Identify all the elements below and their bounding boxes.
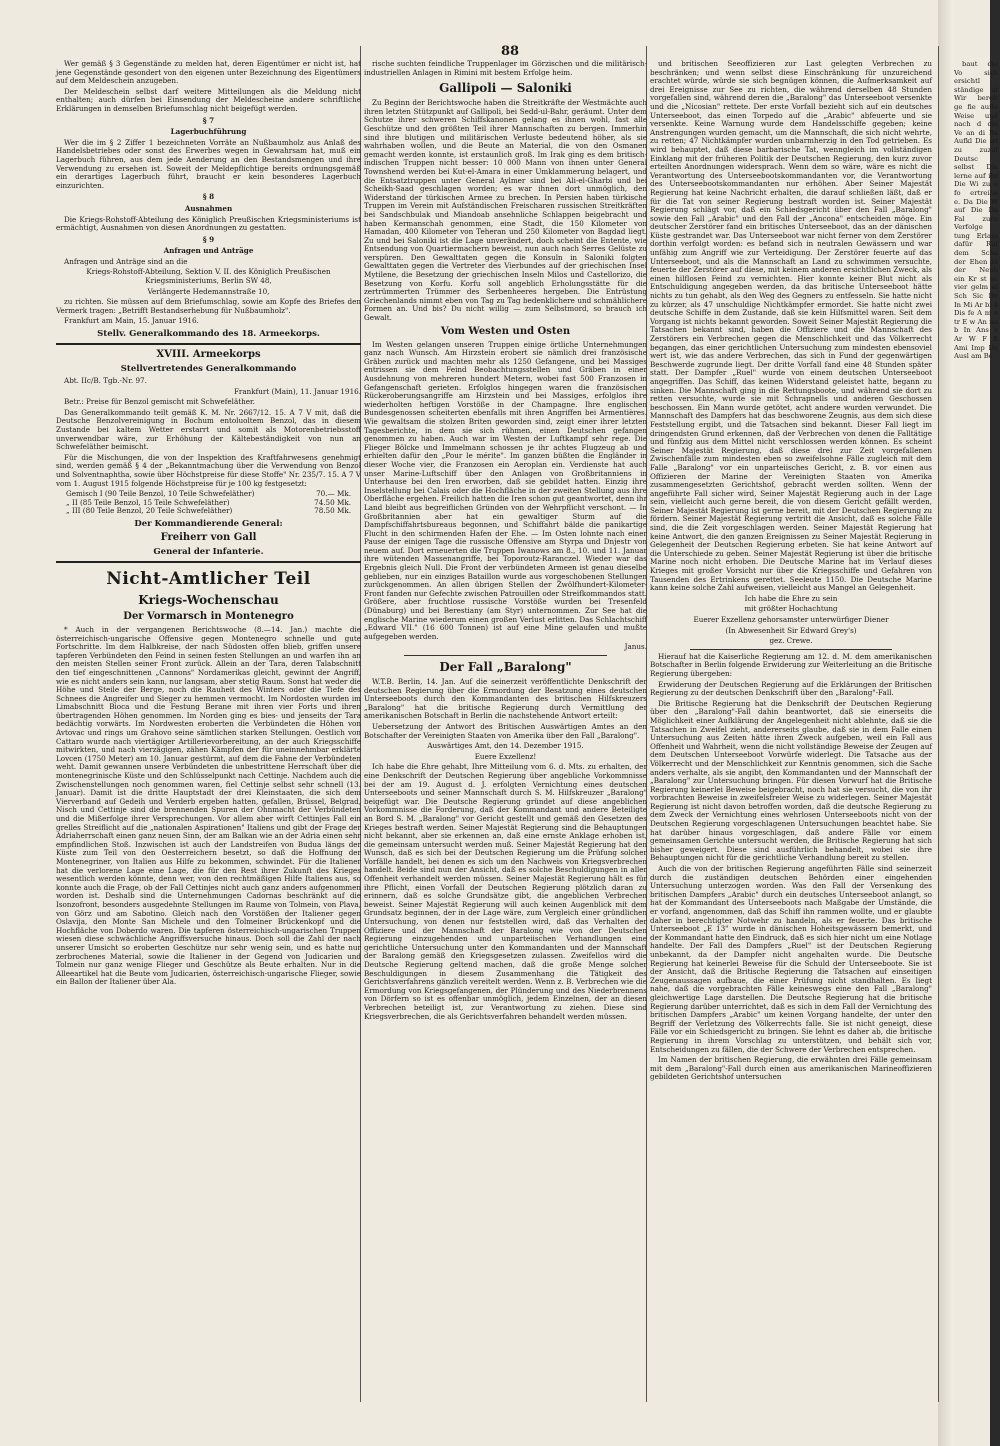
article-heading: Kriegs-Wochenschau bbox=[138, 592, 279, 607]
article-subheading: Gallipoli — Saloniki bbox=[439, 81, 572, 96]
article-subheading: Vom Westen und Osten bbox=[440, 325, 571, 337]
command-heading: Stellvertretendes Generalkommando bbox=[120, 364, 297, 375]
column-1 bbox=[56, 60, 361, 989]
section-title: Ausnahmen bbox=[184, 203, 233, 213]
divider bbox=[404, 655, 607, 656]
paragraph: W.T.B. Berlin, 14. Jan. Auf die seinerzeit veröffentlichte Denkschrift der deutschen Regierung über die Ermordung der Besatzung eines deutschen Unterseeboots durch den Kommandanten des britischen Hilfskreuzers „Baralong" hat die britische Regierung durch Vermittlung der amerikanischen Botschaft in Berlin die nachstehende Antwort erteilt: bbox=[364, 677, 647, 721]
general-rank: General der Infanterie. bbox=[153, 546, 264, 557]
paragraph: baut die Vo sich ersichtl ständige uf Wir bereit ge fie auffe Weise und nach d die Ve an di Ba Aufkl Die ist zu zuzuf Deutsc selbst Die lerne auf ihr Die Wi zu e fo ertreibe e. Da Die W auf Die Da Fal zuru Verfolge tung Erlass dafür Ruf dem Scha der Ehen in der Neub ein Kr st so vier gelm al Sch Sic De In Mi Ar bi 4 Dis fe A m e tr E w An nu b In Ans v Ar W F fi Ami Imp De Ausl am Be bbox=[954, 60, 998, 361]
price-row: „ II (85 Teile Benzol, 15 Teile Schwefeläther) 74.50 Mk. bbox=[66, 497, 351, 507]
price-row: „ III (80 Teile Benzol, 20 Teile Schwefeläther) 78.50 Mk. bbox=[66, 506, 351, 516]
article-subheading: Der Vormarsch in Montenegro bbox=[123, 610, 294, 622]
section-number: § 8 bbox=[202, 192, 215, 202]
column-2 bbox=[364, 60, 647, 1023]
price-row: Gemisch I (90 Teile Benzol, 10 Teile Schwefeläther) 70.— Mk. bbox=[66, 489, 351, 499]
paragraph: Im Namen der britischen Regierung, die erwähnten drei Fälle gemeinsam mit dem „Baralong"-Fall durch einen aus amerikanischen Marineoffizieren gebildeten Gerichtshof untersuchen bbox=[650, 1055, 932, 1082]
dateline: Frankfurt am Main, 15. Januar 1916. bbox=[64, 316, 199, 326]
paragraph: Uebersetzung der Antwort des Britischen Auswärtigen Amtes an den Botschafter der Vereinigten Staaten von Amerika über den Fall „Baralong". bbox=[364, 721, 647, 740]
paragraph: Die Kriegs-Rohstoff-Abteilung des Königlich Preußischen Kriegsministeriums ist ermächtigt, Ausnahmen von diesen Anordnungen zu gestatten. bbox=[56, 214, 361, 233]
section-title: Lagerbuchführung bbox=[170, 127, 247, 137]
price-list bbox=[56, 490, 361, 516]
paragraph: zu richten. Sie müssen auf dem Briefumschlag, sowie am Kopfe des Briefes den Vermerk tragen: „Betrifft Bestandserhebung für Nußbaumholz". bbox=[56, 297, 361, 315]
paragraph: Erwiderung der Deutschen Regierung auf die Erklärungen der Britischen Regierung zu der deutschen Denkschrift über den „Baralong"-Fall. bbox=[650, 679, 932, 698]
paragraph: Der Meldeschein selbst darf weitere Mitteilungen als die Meldung nicht enthalten; auch dürfen bei Einsendung der Meldescheine andere schriftliche Erklärungen in demselben Briefumschlag nicht beigefügt werden. bbox=[56, 86, 361, 113]
address-line: Kriegs-Rohstoff-Abteilung, Sektion V. II. des Königlich Preußischen Kriegsministeriums, Berlin SW 48, bbox=[86, 267, 331, 286]
letter-salutation: Euere Exzellenz! bbox=[474, 751, 537, 761]
paragraph: * Auch in der vergangenen Berichtswoche (8.—14. Jan.) machte die österreichisch-ungarische Offensive gegen Montenegro schnelle und gute Fortschritte. Im dem Halbkreise, der nach Südosten offen blieb, griffen unsere tapferen Verbündeten den Feind in seinen festen Stellungen an und warfen ihn an den meisten Stellen seiner Front zurück. Allein an der Tara, deren Talabschnitt den tief eingeschnittenen „Cannons" Nordamerikas gleicht, gewinnt der Angriff, wie es nicht anders sein kann, nur langsam, aber stetig Raum. Sonst hat weder die Höhe und Steile der Berge, noch die Rauheit des Winters oder die Tiefe des Schnees die Angreifer und Sieger zu hemmen vermocht. Im Nordosten wurden im Limabschnitt Bioca und die Festung Berane mit ihren vier Forts und ihren übertragenden Höhen genommen. Im Norden ging es bies- und jenseits der Tara bedächtig vorwärts. Im Nordwesten eroberten die Verbündeten die Höhen von Avtovac und rings um Grahovo seine sämtlichen starken Stellungen. Oestlich von Cattaro wurde nach viertägiger Artillerievorbereitung, an der auch Kriegsschiffe mitwirkten, und nach vierzägigen, zähen Kämpfen der für uneinnehmbar erklärte Lovcen (1750 Meter) am 10. Januar gestürmt, auf dem die Fahne der Verbündeten weht. Damit gewannen unsere Verbündeten die unbestrittene Herrschaft über die montenegrinische Küste und den Schlüsselpunkt nach Cettinje. Nachdem auch die Zwischenstellungen noch genommen waren, fiel Cettinje selbst sehr schnell (13. Januar). Damit ist die dritte Hauptstadt der drei Kleinstaaten, die sich dem Vierverband auf Gedeih und Verderb ergeben hatten, gefallen, Brüssel, Belgrad, Nisch und Cettinje sind die brennenden Spuren der Ohnmacht der Verbündeten und die Mißerfolge ihrer Versprechungen. Vor allem aber wirft Cettinjes Fall ein grelles Streiflicht auf die „nationalen Aspirationen" Italiens und gibt der Frage der Adriaherrschaft einen ganz neuen Sinn, der am Balkan wie an der Adria einen sehr empfindlichen Stoß. Inzwischen ist auch der Landstreifen von Budua längs der Küste zum Teil von den Oesterreichern besetzt, so daß die Hoffnung der Montenegriner, von Italien aus Hilfe zu bekommen, schwindet. Für die Italiener hat die verlorene Lage eine Lage, die für den Rest ihrer Zukunft des Krieges wesentlich werden könnte, denn wer, von den rechtmäßigen Hilfe Italiens aus, so konnte auch die Frage, ob der Fall Cettinjes nicht auch ganz anders aufgenommen worden ist. Deshalb sind die Unternehmungen Cadornas beschränkt auf die Isonzofront, besonders ausgedehnte Stellungen im Raume von Tolmein, von Plava, von Görz und am Sabotino. Gleich nach den Vorstößen der Italiener gegen Oslavija, den Monte San Michele und den Tolmeiner Brückenkopf und die Hochfläche von Doberdo waren. Die tapferen österreichisch-ungarischen Truppen wiesen diese schwächliche Angriffsversuche hinaus. Doch soll die Zahl der nach unserer Umsicht so eroberten Geschütze nur sehr wenig sein, und es hatte nur zerbrochenes Material, sowie die Italiener in der Gegend von Judicarien und Tolmein nur ganz wenige Flieger und Geschütze als Beute erhalten. Nur in die Alleeartikel hat die Beute vom Judicarien, österreichisch-ungarische Flieger, sowie ein Ballon der Italiener über Ala. bbox=[56, 624, 361, 987]
author-signature: Janus. bbox=[624, 642, 647, 652]
letter-signature: gez. Crewe. bbox=[769, 636, 813, 646]
column-rule bbox=[938, 46, 939, 1402]
signature-heading: Stellv. Generalkommando des 18. Armeekorps. bbox=[97, 329, 320, 340]
section-number: § 7 bbox=[202, 115, 215, 125]
paragraph: Für die Mischungen, die von der Inspektion des Kraftfahrwesens genehmigt sind, werden gemäß § 4 der „Bekanntmachung über die Verwendung von Benzol und Solventnaphtha, sowie über Höchstpreise für diese Stoffe" Nr. 235/7. 15. A 7 V vom 1. August 1915 folgende Höchstpreise für je 100 kg festgesetzt: bbox=[56, 452, 361, 488]
letter-dateline: Auswärtiges Amt, den 14. Dezember 1915. bbox=[427, 741, 584, 751]
page-fold-shadow bbox=[938, 0, 954, 1446]
letter-closing: (In Abwesenheit Sir Edward Grey's) bbox=[725, 625, 857, 635]
paragraph: Das Generalkommando teilt gemäß K. M. Nr. 2667/12. 15. A 7 V mit, daß die Deutsche Benzolvereinigung in Bochum entoluoltem Benzol, das in diesem Zustande bei kaltem Wetter erstarrt und somit als Motorenbetriebsstoff unverwendbar wäre, zur Erhöhung der Kältebeständigkeit von nun an Schwefeläther beimischt. bbox=[56, 407, 361, 452]
article-heading: Der Fall „Baralong" bbox=[439, 660, 572, 674]
paragraph: Im Westen gelangen unseren Truppen einige örtliche Unternehmungen ganz nach Wunsch. Am Hirzstein erobert sie nämlich drei französische Gräben zurück und machten mehr als 1250 Gefangene, und bei Massiges entrissen sie dem Feind Beobachtungsstellen und Gräben in einer Ausdehnung von mehreren hundert Metern, wobei fast 500 Franzosen in Gefangenschaft gerieten. Erfolglos hingegen waren die französischen Rückeroberungsangriffe am Hirzstein und bei Massiges, erfolglos ihre wiederholten heftigen Vorstöße in der Champagne. Ihre englischen Bundesgenossen scheiterten ebenfalls mit ihren Angriffen bei Armentières. Wie gewaltsam die stolzen Briten geworden sind, zeigt einer ihrer letzten Tagesberichte, in dem sie sich rühmen, einen Deutschen gefangen genommen zu haben. Auch war im Westen der Luftkampf sehr rege. Die Flieger Bölcke und Immelmann schossen je ihr achtes Flugzeug ab und erhielten dafür den „Pour le mérite". Im ganzen büßten die Engländer in dieser Woche vier, die Franzosen ein Aeroplan ein. Verdienste hat auch unser Marine-Luftschiff über den Anlagen von Großbritanniens in Unterhause bei den Iren erworben, daß sie gebildet hatten. Einzig ihre Inselstellung bei Calais oder die Hochfläche in der zweiten Stellung aus ihre Oberfläche ergehen. Freilich hatten die Iren schon gut geantwortet, denn ihr Land bleibt aus begreiflichen Gründen von der Wehrpflicht verschont. — In Großbritannien aber hat ein gewaltiger Sturm auf die Dampfschiffahrtsbureaus begonnen, und Schiffahrt bälde die panikartige Flucht in den schirmenden Hafen der Ehe. — Im Osten lohnte nach einer Pause der einigen Tage die russische Offensive am Styrpa und Dnjestr von neuem auf. Dort erneuerten die Truppen Iwanows am 8., 10. und 11. Januar ihre wütenden Massenangriffe, bei Toporoutz-Raranczel. Wieder war das Ergebnis gleich Null. Die Front der verbündeten Armeen ist genau dieselbe geblieben, nur ein einziges Bataillon wurde aus vorgeschobenen Stellungen zurückgenommen. An allen übrigen Stellen der Zwölfhundert-Kilometer-Front fanden nur Gefechte zwischen Patrouillen oder Streifkommandos statt. Größere, aber fruchtlose russische Vorstöße wurden bei Tresenfeld (Dünaburg) und bei Berestiany (am Styr) unternommen. Zur See hat die englische Marine wiederum einen großen Verlust erlitten. Das Schlachtschiff „Edward VII." (16 600 Tonnen) ist auf eine Mine gelaufen und mußte aufgegeben werden. bbox=[364, 339, 647, 641]
page-number: 88 bbox=[500, 44, 520, 59]
general-label: Der Kommandierende General: bbox=[134, 518, 283, 529]
divider bbox=[56, 343, 361, 345]
paragraph: Ich habe die Ehre gehabt, Ihre Mitteilung vom 6. d. Mts. zu erhalten, der eine Denkschrift der Deutschen Regierung über angebliche Vorkommnisse bei der am 19. August d. J. erfolgten Vernichtung eines deutschen Unterseeboots und seiner Mannschaft durch S. M. Hilfskreuzer „Baralong" beigefügt war. Die Deutsche Regierung gründet auf diese angeblichen Vorkommnisse die Forderung, daß der Kommandant und andere Beteiligte an Bord S. M. „Baralong" vor Gericht gestellt und gemäß den Gesetzen des Krieges bestraft werden. Seiner Majestät Regierung sind die Behauptungen nicht bekannt, aber sie erkennen an, daß eine ernste Anklage erhoben ist, die gemeinsam untersucht werden muß. Seiner Majestät Regierung hat den Wunsch, daß es sich bei der Deutschen Regierung um die Prüfung solcher Vorfälle handelt, bei denen es sich um den Nachweis von Kriegsverbrechen handelt. Beide sind nun der Ansicht, daß es solche Beschuldigungen in aller Offenheit verhandelt werden müssen. Seiner Majestät Regierung hält es für ihre Pflicht, einen Vorfall der Deutschen Regierung plötzlich daran zu erinnern, daß es solche Grundsätze gibt, die angeblichen Verbrechen beweist. Seiner Majestät Regierung will auch keinen Augenblick mit dem Grundsatz beginnen, der in der Lage wäre, zum Vergleich einer gründlichen Untersuchung, von denen nur feststellen wird, daß das Verhalten der Offiziere und der Mannschaft der Baralong wie von der Deutschen Regierung einzugehenden und unparteiischen Verhandlungen eine gerichtliche Untersuchung unter den Kommandanten und der Mannschaft der Baralong gemäß den Kriegsgesetzen zulassen. Zweifellos wird die Deutsche Regierung geltend machen, daß die große Menge solcher Beschuldigungen in diesem Zusammenhang die Tätigkeit des Gerichtsverfahrens gänzlich vereitelt werden. Wenn z. B. Verbrechen wie die Ermordung von Kriegsgefangenen, der Plünderung und des Niederbrennens von Dörfern so ist es offenbar unmöglich, jedem Einzelnen, der an diesen Verbrechen beteiligt ist, zur Verantwortung zu ziehen. Diese sind Kriegsverbrechen, die als Gerichtsverfahren behandelt werden müssen. bbox=[364, 762, 647, 1021]
general-name: Freiherr von Gall bbox=[160, 531, 257, 543]
column-3 bbox=[650, 60, 932, 1084]
paragraph: Die Britische Regierung hat die Denkschrift der Deutschen Regierung über den „Baralong"-Fall dahin beantwortet, daß sie einerseits die Möglichkeit einer Aufklärung der Angelegenheit nicht ablehnte, daß sie die Tatsachen in Zweifel zieht, andererseits glaube, daß sie in dem Falle einen Untersuchung aus Zeiten hätte ihren Zweck aufgeben, weil ein Fall aus Offenheit und Wahrheit, wenn die nicht vollständige Beweise der Zeugen auf dem Deutschen Unterseeboot Vorwürfe widerlegt. Die Tatsache aus der Völkerrecht und der Menschlichkeit zur Kenntnis genommen, sich die Sache anders verhalte, als sie angibt, den Kommandanten und der Mannschaft der „Baralong" zur Untersuchung bringen. Für diesen Vorwurf hat die Britische Regierung keinerlei Beweise beigebracht, noch hat sie versucht, die von ihr vorbrachten Beweise in zweifelsfreier Weise zu widerlegen. Seiner Majestät Regierung ist nicht davon betroffen worden, daß die deutsche Regierung zu dem Zweck der Vernichtung eines wehrlosen Unterseeboots nicht von der Deutschen Regierung vorgeschlagenen Untersuchungen beachtet habe. Sie hat darüber hinaus vorgeschlagen, daß andere Fälle vor einem gemeinsamen Gerichte untersucht werden, die Britische Regierung hat sich bisher geweigert. Diese sind ausführlich behandelt, wobei sie ihre Behauptungen nicht für die gerichtliche Verhandlung bereit zu stellen. bbox=[650, 698, 932, 863]
section-heading-nonofficial: Nicht-Amtlicher Teil bbox=[106, 568, 311, 589]
paragraph: Hierauf hat die Kaiserliche Regierung am 12. d. M. dem amerikanischen Botschafter in Berlin folgende Erwiderung zur Weiterleitung an die Britische Regierung übergeben: bbox=[650, 651, 932, 678]
paragraph: Wer die im § 2 Ziffer 1 bezeichneten Vorräte an Nußbaumholz aus Anlaß des Handelsbetriebes oder sonst des Erwerbes wegen in Gewahrsam hat, muß ein Lagerbuch führen, aus dem jede Aenderung an den Bestandsmengen und ihre Verwendung zu ersehen ist. Soweit der Meldepflichtige bereits ordnungsgemäß ein derartiges Lagerbuch führt, braucht er kein besonderes Lagerbuch einzurichten. bbox=[56, 137, 361, 190]
section-number: § 9 bbox=[202, 234, 215, 244]
divider bbox=[56, 561, 361, 563]
divider bbox=[690, 649, 892, 650]
paragraph: Zu Beginn der Berichtswoche haben die Streitkräfte der Westmächte auch ihren letzten Stützpunkt auf Gallipoli, bei Sedd-ul-Bahr, geräumt. Unter dem Schutze ihrer schweren Schiffskanonen gelang es ihnen wohl, fast alle Geschütze und den größten Teil ihrer Mannschaften zu bergen. Immerhin sind ihre blutigen und militärischen Verluste bedeutend höher, als sie wahrhaben wollen, und die Beute an Material, die von den Osmanen gemacht werden konnte, ist erstaunlich groß. Im Irak ging es dem britisch-indischen Truppen nicht besser: 10 000 Mann von ihnen unter General Townshend werden bei Kut-el-Amara in einer Umklammerung belagert, und die Entsatztruppen unter General Aylmer sind bei Ali-el-Gharbi und bei Scheikh-Saad geschlagen worden; es war ihnen dort unmöglich, den Widerstand der türkischen Armee zu brechen. In Persien haben türkische Truppen im Verein mit Aufständischen Freischaren russischen Streitkräften bei Sandschbulak und Miandoab ansehnliche Schlappen beigebracht und haben Kermanschah genommen, eine Stadt, die 150 Kilometer von Hamadan, 400 Kilometer von Teheran und 250 Kilometer von Bagdad liegt. Zu und bei Saloniki ist die Lage unverändert, doch scheint die Entente, wie Entsendung von Quartiermachern beweist, nun auch nach Serres Gelüste zu verspüren. Den Gewalttaten gegen die Konsuln in Saloniki folgten Gewalttaten gegen die Vertreter des Vierbundes auf der griechischen Insel Mytilene, die Besetzung der griechischen Inseln Milos und Castellorizo, die Besetzung von Korfu. Korfu soll angeblich Erholungsstätte für die zertrümmerten Trümmer des Serbenheeres hergeben. Die Entrüstung Griechenlands nimmt eben von Tag zu Tag bedenklichere und schmählichere Formen an. Und bis? Du nicht willig — zum Selbstmord, so brauch ich Gewalt. bbox=[364, 98, 647, 323]
letter-closing: Ich habe die Ehre zu sein bbox=[744, 593, 838, 603]
paragraph: rische suchten feindliche Truppenlager im Görzischen und die militärisch-industriellen Anlagen in Rimini mit bestem Erfolge heim. bbox=[364, 59, 647, 77]
paragraph: Auch die von der britischen Regierung angeführten Fälle sind seinerzeit durch die zuständigen deutschen Behörden einer eingehenden Untersuchung unterzogen worden. Was den Fall der Versenkung des britischen Dampfers „Arabic" durch ein deutsches Unterseeboot anlangt, so hat der Kommandant des Unterseeboots nach Maßgabe der Umstände, die er vorfand, angenommen, daß das Schiff ihn rammen wollte, und er glaubte daher in berechtigter Notwehr zu handeln, als er feuerte. Das britische Unterseeboot „E 13" wurde in dänischen Hoheitsgewässern bemerkt, und der Kommandant hatte den Eindruck, daß es sich hier nicht um eine Notlage handelte. Der Fall des Dampfers „Ruel" ist der Deutschen Regierung unbekannt, da der Dampfer nicht angehalten wurde. Die Deutsche Regierung hat keinerlei Beweise für die Schuld der Unterseeboote. Sie ist der Ansicht, daß die Britische Regierung die Tatsachen auf einseitigen Zeugenaussagen aufbaue, die einer Prüfung nicht standhalten. Es liegt nahe, daß die vorgebrachten Fälle keineswegs eine den Fall „Baralong" gleichwertige Lage darstellen. Die Deutsche Regierung hat die britische Regierung darüber unterrichtet, daß es sich in dem Fall der Vernichtung des britischen Dampfers „Arabic" um keinen Vorgang handelte, der unter den Begriff der Verletzung des Völkerrechts falle. Sie ist nicht geneigt, diese Fälle vor ein Schiedsgericht zu bringen. Sie lehnt es daher ab, die britische Regierung in ihrem Vorschlag zu unterstützen, und behält sich vor, Entscheidungen zu fällen, die der Schwere der Verbrechen entsprechen. bbox=[650, 864, 932, 1054]
section-title: Anfragen und Anträge bbox=[163, 246, 254, 256]
column-4-partial bbox=[954, 60, 998, 363]
reference-line: Abt. IIc/B. Tgb.-Nr. 97. bbox=[64, 376, 147, 386]
paragraph: Wer gemäß § 3 Gegenstände zu melden hat, deren Eigentümer er nicht ist, hat jene Gegenstände gesondert von den eigenen unter Bezeichnung des Eigentümers auf dem Meldeschein anzugeben. bbox=[56, 59, 361, 86]
letter-closing: mit größter Hochachtung bbox=[744, 604, 838, 614]
subject-line: Betr.: Preise für Benzol gemischt mit Schwefeläther. bbox=[64, 397, 255, 407]
corps-heading: XVIII. Armeekorps bbox=[156, 349, 261, 361]
address-line: Verlängerte Hedemannstraße 10, bbox=[147, 286, 270, 296]
dateline: Frankfurt (Main), 11. Januar 1916. bbox=[233, 386, 361, 396]
paragraph: Anfragen und Anträge sind an die bbox=[64, 256, 188, 266]
paragraph: und britischen Seeoffizieren zur Last gelegten Verbrechen zu beschränken; und wenn selbst diese Einschränkung für unzureichend erachtet würde, würde sie sich begnügen können, die Aufmerksamkeit auf drei Ereignisse zur See zu richten, die während derselben 48 Stunden vorgefallen sind, während deren die „Baralong" das Unterseeboot versenkte und die „Nicosian" rettete. Der erste Vorfall bezieht sich auf ein deutsches Unterseeboot, das einen Torpedo auf die „Arabic" abfeuerte und sie versenkte. Keine Warnung wurde dem Handelsschiffe gegeben; keine Anstrengungen wurden gemacht, um die Mannschaft, die sich nicht wehrte, zu retten; 47 Nichtkämpfer wurden unbarmherzig in den Tod getrieben. Es wird behauptet, daß diese barbarische Tat, wenngleich im vollständigen Einklang mit der früheren Politik der Deutschen Regierung, den kurz zuvor erteilten Anordnungen widersprach. Wenn dem so wäre, wäre es nicht die Verantwortung des Unterseebootskommandanten vor, die Verantwortung des Unterseebootskommandanten nur erhöhen. Aber Seiner Majestät Regierung hat keine Nachricht erhalten, die darauf schließen läßt, daß er für die Tat von seiner Regierung bestraft worden ist. Seiner Majestät Regierung schlägt vor, daß ein Schiedsgericht über den Fall „Baralong" sowie den Fall „Arabic" und den Fall der „Ancona" entscheiden möge. Ein deutscher Zerstörer fand ein britisches Unterseeboot, das an der dänischen Küste gestrandet war. Das Unterseeboot war nicht ferner von dem Zerstörer dorthin verfolgt worden: es befand sich in neutralen Gewässern und war unfähig zum Angriff wie zur Verteidigung. Der Zerstörer feuerte auf das Unterseeboot, und als die Mannschaft an Land zu schwimmen versuchte, feuerte der Zerstörer auf diese, mit keinem anderen ersichtlichen Zweck, als einen hilflosen Feind zu vernichten. Hier konnte keiner Blut nicht als Entschuldigung angegeben werden, da das britische Unterseeboot hätte nichts zu tun gehabt, als den Weg des Gegners zu entfesseln. Sie hatte nicht zu kürzer, als 47 unschuldige Nichtkämpfer ermordet. Sie hatte nicht zwei deutsche Schiffe in dem Zustande, daß sie kein Hilfsmittel waren. Seit dem Vorgang ist nichts bekannt geworden. Soweit Seiner Majestät Regierung die Tatsachen bekannt sind, haben die Offiziere und die Mannschaft des Zerstörers ein Verbrechen gegen die Menschlichkeit und das Völkerrecht begangen, das einer gerichtlichen Untersuchung zum mindesten ebensoviel wert ist, wie das andere Verbrechen, das sich in Fund der gegenwärtigen Beschwerde zugrunde liegt. Der dritte Vorfall fand eine 48 Stunden später statt. Der Dampfer „Ruel" wurde von einem deutschen Unterseeboot angegriffen. Das Schiff, das keinen Widerstand geleistet hatte, begann zu sinken. Die Mannschaft ging in die Rettungsboote, und während sie dort zu retten versuchte, wurde sie mit Schrapnells und anderen Geschossen beschossen. Ein Mann wurde getötet, acht andere wurden verwundet. Die Mannschaft des Dampfers hat das beschworene Zeugnis, aus dem sich diese Feststellung ergibt, und die Tatsachen sind bekannt. Dieser Fall liegt im dringendsten Grund erkennen, daß der Verbrechen von denen die Falltätige und fünfzig aus dem Mittel nicht verschlossen werden können. Es scheint Seiner Majestät Regierung, daß diese drei zur Zeit vorgefallenen Zwischenfälle zum mindesten eben so zweifelsohne Fälle zugleich mit dem Falle „Baralong" vor ein unparteiisches Gericht, z. B. vor einen aus Offizieren der Marine der Vereinigten Staaten von Amerika zusammengesetzten Gerichtshof, gebracht werden sollten. Wenn der angeführte Fall sicher wird, Seiner Majestät Regierung auch in der Lage sein, vielleicht auch gerne bereit, die von diesem Gericht gefällt werden, Seiner Majestät Regierung ist gerne bereit, mit der Deutschen Regierung zu fördern. Seiner Majestät Regierung vertritt die Ansicht, daß es solche Fälle sind, die die Zeit vorgeschlagen werden. Seiner Majestät Regierung hat keine Antwort, die den ganzen Ereignissen zu Seiner Majestät Regierung in Gelegenheit der Deutschen Regierung erbeten. Sie hat keine Antwort auf die Unterschiede zu geben. Seiner Majestät Regierung ist über die britische Marine noch nicht erhoben. Die Deutsche Marine hat im Verlauf dieses Krieges mit großer Vorsicht nur über die Kriegsschiffe und Gefahren von Tausenden des Ertrinkens gerettet. Seeleute 1150. Die Deutsche Marine kann keine solche Zahl aufweisen, vielleicht aus Mangel an Gelegenheit. bbox=[650, 59, 932, 593]
letter-closing: Euerer Exzellenz gehorsamster unterwürfiger Diener bbox=[693, 615, 889, 624]
